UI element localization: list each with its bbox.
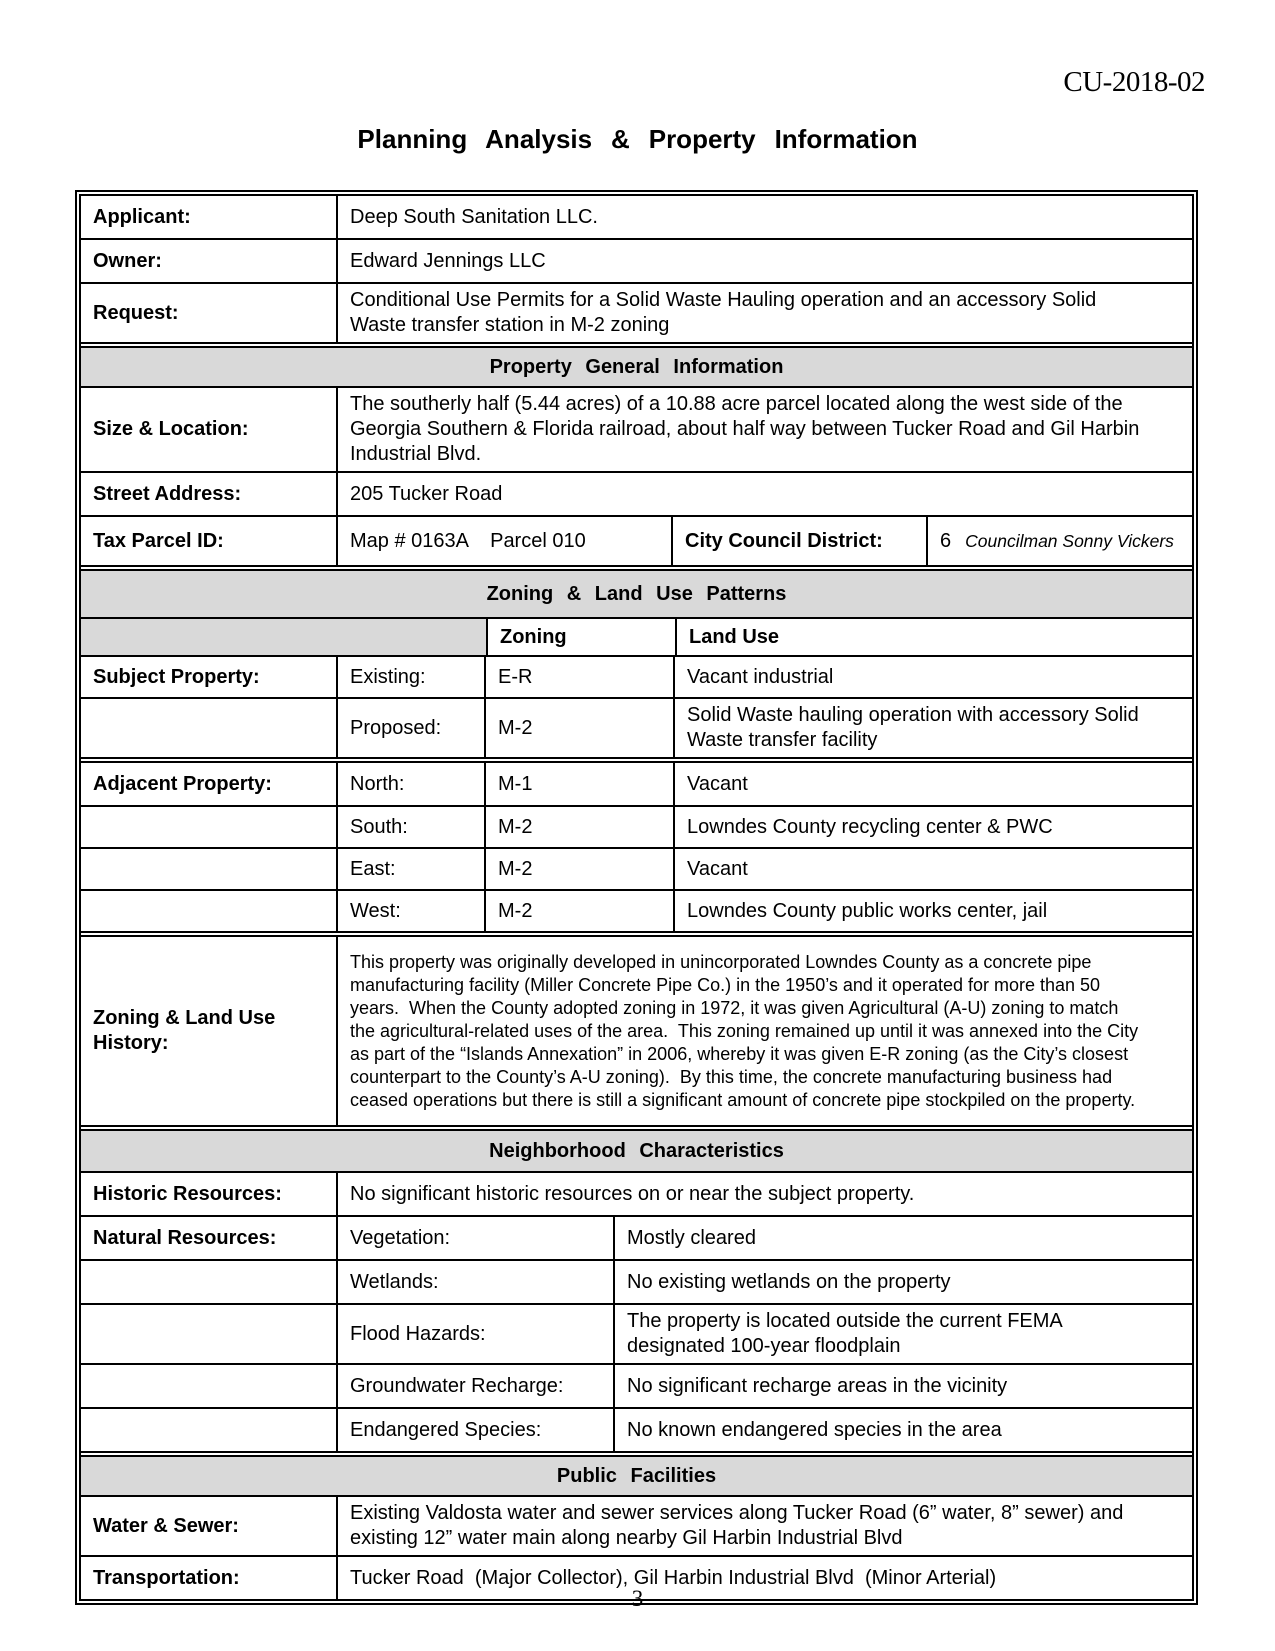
land-use-column-header: Land Use — [675, 619, 1192, 655]
natural-row-value: No significant recharge areas in the vicinity — [613, 1365, 1192, 1407]
table-row — [81, 655, 1192, 697]
zoning-history-label: Zoning & Land Use History: — [93, 1007, 281, 1054]
zoning-row-direction: East: — [336, 849, 484, 889]
natural-row-label — [81, 1261, 336, 1303]
page-title: Planning Analysis & Property Information — [357, 124, 918, 154]
street-address-label: Street Address: — [93, 482, 242, 505]
zoning-row-label — [81, 807, 336, 847]
zoning-row-label: Adjacent Property: — [93, 772, 272, 795]
table-row — [81, 1171, 1192, 1215]
request-value: Conditional Use Permits for a Solid Waste Hauling operation and an accessory Solid Waste transfer station in M-2 zoning — [336, 284, 1192, 342]
section-zoning-patterns — [81, 565, 1192, 617]
page-number: 3 — [631, 1586, 644, 1611]
table-row — [81, 1303, 1192, 1363]
district-councilman: Councilman Sonny Vickers — [965, 530, 1174, 551]
section-header: Zoning & Land Use Patterns — [81, 571, 1192, 617]
zoning-history-value: This property was originally developed in unincorporated Lowndes County as a concrete pipe manufacturing facility (Miller Concrete Pipe Co.) in the 1950’s and it operated for more than 50 years. When the County adopted zoning in 1972, it was given Agricultural (A-U) zoning to match the agricultural-related uses of the area. This zoning remained up until it was annexed into the City as part of the “Islands Annexation” in 2006, whereby it was given E-R zoning (as the City’s closest counterpart to the County’s A-U zoning). By this time, the concrete manufacturing business had ceased operations but there is still a significant amount of concrete pipe stockpiled on the property. — [336, 937, 1192, 1125]
zoning-row-code: M-1 — [484, 763, 673, 805]
section-property-general — [81, 342, 1192, 386]
natural-row-value: Mostly cleared — [613, 1217, 1192, 1259]
natural-row-value: No existing wetlands on the property — [613, 1261, 1192, 1303]
table-row — [81, 757, 1192, 805]
zoning-row-landuse: Lowndes County recycling center & PWC — [673, 807, 1192, 847]
transportation-label: Transportation: — [93, 1566, 240, 1589]
zoning-row-direction: Existing: — [336, 657, 484, 697]
zoning-row-direction: West: — [336, 891, 484, 931]
owner-value: Edward Jennings LLC — [336, 240, 1192, 282]
table-row — [81, 1215, 1192, 1259]
historic-resources-label: Historic Resources: — [93, 1182, 282, 1205]
zoning-row-code: M-2 — [484, 849, 673, 889]
zoning-row-landuse: Solid Waste hauling operation with accessory Solid Waste transfer facility — [673, 699, 1192, 757]
zoning-row-code: E-R — [484, 657, 673, 697]
owner-label: Owner: — [93, 249, 162, 272]
table-row — [81, 1259, 1192, 1303]
size-location-label: Size & Location: — [93, 418, 249, 440]
table-row — [81, 931, 1192, 1125]
zoning-column-header: Zoning — [486, 619, 675, 655]
zoning-row-landuse: Lowndes County public works center, jail — [673, 891, 1192, 931]
table-row — [81, 1363, 1192, 1407]
zoning-row-label — [81, 891, 336, 931]
request-label: Request: — [93, 301, 179, 324]
transportation-value: Tucker Road (Major Collector), Gil Harbin Industrial Blvd (Minor Arterial) — [336, 1557, 1192, 1599]
table-row — [81, 1495, 1192, 1555]
zoning-row-label — [81, 849, 336, 889]
doc-number: CU-2018-02 — [1063, 66, 1205, 98]
table-row — [81, 282, 1192, 342]
natural-row-sublabel: Groundwater Recharge: — [336, 1365, 613, 1407]
table-row — [81, 805, 1192, 847]
natural-row-sublabel: Wetlands: — [336, 1261, 613, 1303]
zoning-row-label — [81, 699, 336, 757]
section-header: Public Facilities — [81, 1457, 1192, 1495]
council-district-value — [926, 517, 1192, 565]
natural-row-label — [81, 1365, 336, 1407]
tax-parcel-value: Map # 0163A Parcel 010 — [336, 517, 671, 565]
section-public-facilities — [81, 1451, 1192, 1495]
zoning-row-code: M-2 — [484, 807, 673, 847]
natural-row-label: Natural Resources: — [93, 1226, 277, 1249]
natural-row-value: No known endangered species in the area — [613, 1409, 1192, 1451]
zoning-row-direction: Proposed: — [336, 699, 484, 757]
applicant-value: Deep South Sanitation LLC. — [336, 196, 1192, 238]
zoning-row-direction: North: — [336, 763, 484, 805]
water-sewer-value: Existing Valdosta water and sewer services along Tucker Road (6” water, 8” sewer) and existing 12” water main along nearby Gil Harbin Industrial Blvd — [336, 1497, 1192, 1555]
zoning-row-landuse: Vacant — [673, 763, 1192, 805]
size-location-value: The southerly half (5.44 acres) of a 10.88 acre parcel located along the west side of the Georgia Southern & Florida railroad, about half way between Tucker Road and Gil Harbin Industrial Blvd. — [336, 388, 1192, 471]
zoning-row-landuse: Vacant industrial — [673, 657, 1192, 697]
table-row — [81, 386, 1192, 471]
section-neighborhood — [81, 1125, 1192, 1171]
natural-row-sublabel: Endangered Species: — [336, 1409, 613, 1451]
natural-row-sublabel: Vegetation: — [336, 1217, 613, 1259]
zoning-row-code: M-2 — [484, 891, 673, 931]
planning-analysis-table — [75, 190, 1198, 1605]
tax-parcel-label: Tax Parcel ID: — [93, 529, 224, 552]
street-address-value: 205 Tucker Road — [336, 473, 1192, 515]
natural-row-label — [81, 1409, 336, 1451]
table-row — [81, 1407, 1192, 1451]
zoning-row-landuse: Vacant — [673, 849, 1192, 889]
natural-row-value: The property is located outside the current FEMA designated 100-year floodplain — [613, 1305, 1192, 1363]
zoning-subheader-spacer — [81, 619, 486, 655]
natural-row-label — [81, 1305, 336, 1363]
table-row — [81, 697, 1192, 757]
section-header: Neighborhood Characteristics — [81, 1131, 1192, 1171]
historic-resources-value: No significant historic resources on or near the subject property. — [336, 1173, 1192, 1215]
zoning-row-direction: South: — [336, 807, 484, 847]
natural-row-sublabel: Flood Hazards: — [336, 1305, 613, 1363]
section-header: Property General Information — [81, 348, 1192, 386]
table-row — [81, 515, 1192, 565]
table-row — [81, 889, 1192, 931]
council-district-label: City Council District: — [671, 517, 926, 565]
table-row — [81, 471, 1192, 515]
zoning-row-code: M-2 — [484, 699, 673, 757]
table-row — [81, 196, 1192, 238]
applicant-label: Applicant: — [93, 205, 191, 228]
district-number: 6 — [940, 529, 952, 552]
zoning-row-label: Subject Property: — [93, 665, 260, 688]
zoning-subheader-row — [81, 617, 1192, 655]
water-sewer-label: Water & Sewer: — [93, 1514, 239, 1537]
table-row — [81, 238, 1192, 282]
table-row — [81, 847, 1192, 889]
